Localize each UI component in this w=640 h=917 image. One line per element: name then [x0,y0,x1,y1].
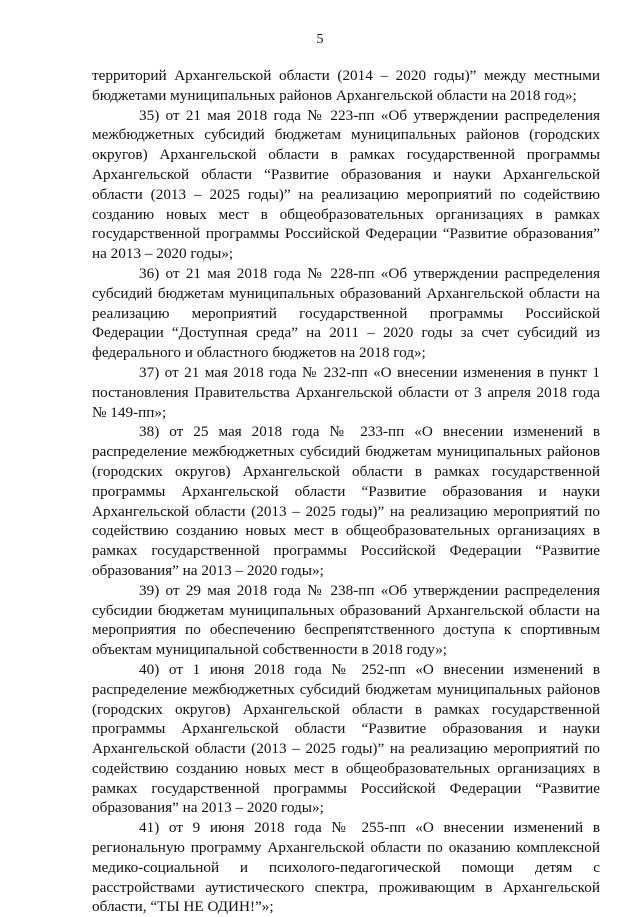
list-item-38: 38) от 25 мая 2018 года № 233-пп «О внесении изменений в распределение межбюджетных субсидий бюджетам муниципальных районов (городских округов) Архангельской области в рамках государственной программы Архангельской области “Развитие образования и науки Архангельской области (2013 – 2025 годы)” на реализацию мероприятий по содействию созданию новых мест в общеобразовательных организациях в рамках государственной программы Российской Федерации “Развитие образования” на 2013 – 2020 годы»; [92,423,600,579]
list-item-40: 40) от 1 июня 2018 года № 252-пп «О внесении изменений в распределение межбюджетных субсидий бюджетам муниципальных районов (городских округов) Архангельской области в рамках государственной программы Архангельской области “Развитие образования и науки Архангельской области (2013 – 2025 годы)” на реализацию мероприятий по содействию созданию новых мест в общеобразовательных организациях в рамках государственной программы Российской Федерации “Развитие образования” на 2013 – 2020 годы»; [92,660,600,817]
list-item-41: 41) от 9 июня 2018 года № 255-пп «О внесении изменений в региональную программу Архангельской области по оказанию комплексной медико-социальной и психолого-педагогической помощи детям с расстройствами аутистического спектра, проживающим в Архангельской области, “ТЫ НЕ ОДИН!”»; [92,819,600,916]
page-number: 5 [316,32,324,47]
list-item-37: 37) от 21 мая 2018 года № 232-пп «О внесении изменения в пункт 1 постановления Правительства Архангельской области от 3 апреля 2018 года № 149-пп»; [92,363,600,421]
list-item-36: 36) от 21 мая 2018 года № 228-пп «Об утверждении распределения субсидий бюджетам муниципальных образований Архангельской области на реализацию мероприятий государственной программы Российской Федерации “Доступная среда” на 2011 – 2020 годы за счет субсидий из федерального и областного бюджетов на 2018 год»; [92,264,600,362]
list-item-39: 39) от 29 мая 2018 года № 238-пп «Об утверждении распределения субсидии бюджетам муниципальных образований Архангельской области на мероприятия по обеспечению беспрепятственного доступа к спортивным объектам муниципальной собственности в 2018 году»; [92,581,600,659]
list-item-35: 35) от 21 мая 2018 года № 223-пп «Об утверждении распределения межбюджетных субсидий бюджетам муниципальных районов (городских округов) Архангельской области в рамках государственной программы Архангельской области “Развитие образования и науки Архангельской области (2013 – 2025 годы)” на реализацию мероприятий по содействию созданию новых мест в общеобразовательных организациях в рамках государственной программы Российской Федерации “Развитие образования” на 2013 – 2020 годы»; [92,106,600,263]
document-body [92,66,600,917]
continuation-paragraph: территорий Архангельской области (2014 – 2020 годы)” между местными бюджетами муниципальных районов Архангельской области на 2018 год»; [92,67,600,104]
